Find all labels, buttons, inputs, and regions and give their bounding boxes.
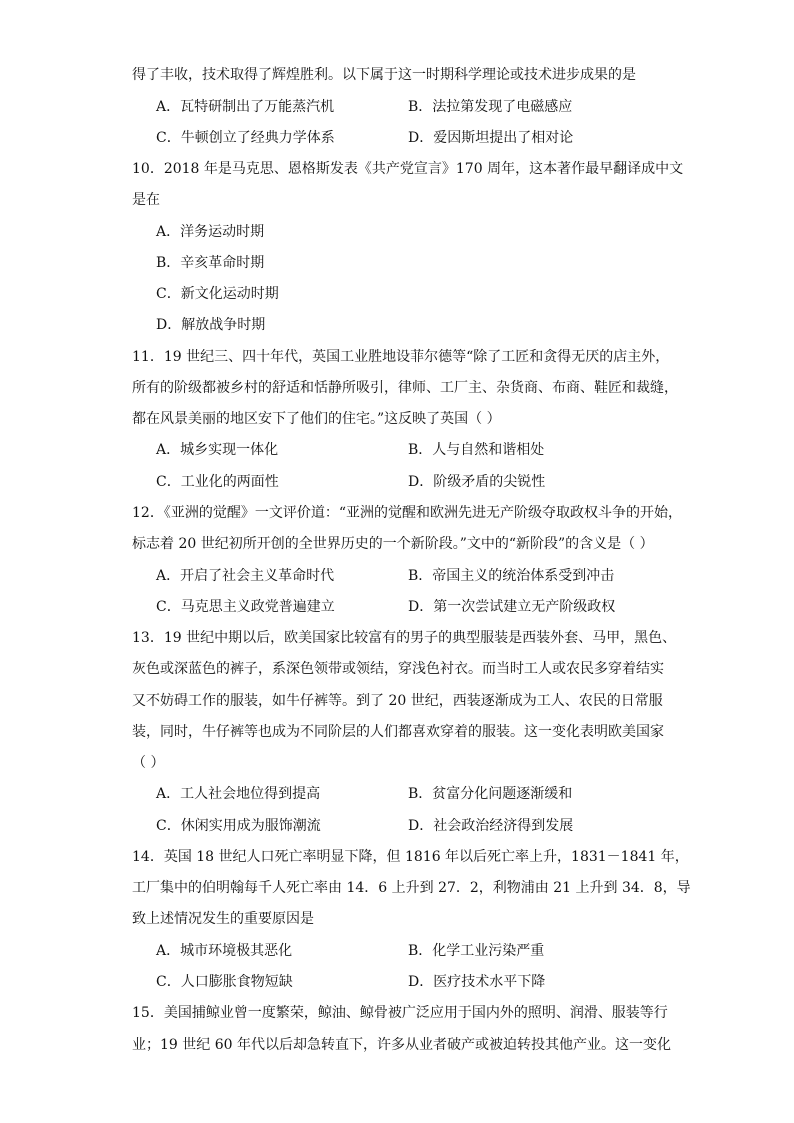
option-b: B．帝国主义的统治体系受到冲击 (408, 568, 615, 584)
option-a: A．工人社会地位得到提高 (156, 786, 321, 802)
question-14-line-3: 致上述情况发生的重要原因是 (132, 911, 314, 927)
option-d: D．爱因斯坦提出了相对论 (408, 130, 574, 146)
question-10-line-1: 10．2018 年是马克思、恩格斯发表《共产党宣言》170 周年，这本著作最早翻译成中文 (132, 161, 684, 177)
question-15-line-1: 15．美国捕鲸业曾一度繁荣，鲸油、鲸骨被广泛应用于国内外的照明、润滑、服装等行 (132, 1005, 668, 1021)
question-15-line-2: 业；19 世纪 60 年代以后却急转直下，许多从业者破产或被迫转投其他产业。这一变化 (132, 1037, 671, 1053)
option-c: C．工业化的两面性 (156, 474, 279, 490)
option-d: D．医疗技术水平下降 (408, 974, 546, 990)
option-d: D．社会政治经济得到发展 (408, 818, 574, 834)
question-11-line-2: 所有的阶级都被乡村的舒适和恬静所吸引，律师、工厂主、杂货商、布商、鞋匠和裁缝， (132, 380, 678, 396)
option-b: B．辛亥革命时期 (156, 255, 265, 271)
option-d: D．阶级矛盾的尖锐性 (408, 474, 546, 490)
question-13-line-2: 灰色或深蓝色的裤子，系深色领带或领结，穿浅色衬衣。而当时工人或农民多穿着结实 (132, 661, 664, 677)
option-a: A．城市环境极其恶化 (156, 943, 293, 959)
question-13-line-3: 又不妨碍工作的服装，如牛仔裤等。到了 20 世纪，西装逐渐成为工人、农民的日常服 (132, 693, 663, 709)
option-c: C．牛顿创立了经典力学体系 (156, 130, 335, 146)
option-c: C．休闲实用成为服饰潮流 (156, 818, 321, 834)
option-b: B．贫富分化问题逐渐缓和 (408, 786, 573, 802)
question-12-line-1: 12．《亚洲的觉醒》一文评价道：“亚洲的觉醒和欧洲先进无产阶级夺取政权斗争的开始， (132, 505, 682, 521)
question-10-line-2: 是在 (132, 192, 160, 208)
question-14-line-1: 14．英国 18 世纪人口死亡率明显下降，但 1816 年以后死亡率上升，1831－1841 年， (132, 849, 689, 865)
option-b: B．法拉第发现了电磁感应 (408, 99, 573, 115)
option-c: C．新文化运动时期 (156, 286, 279, 302)
option-d: D．第一次尝试建立无产阶级政权 (408, 599, 616, 615)
option-a: A．城乡实现一体化 (156, 442, 279, 458)
question-12-line-2: 标志着 20 世纪初所开创的全世界历史的一个新阶段。”文中的“新阶段”的含义是（ ） (132, 536, 654, 552)
question-13-line-4: 装，同时，牛仔裤等也成为不同阶层的人们都喜欢穿着的服装。这一变化表明欧美国家 (132, 724, 664, 740)
option-c: C．马克思主义政党普遍建立 (156, 599, 335, 615)
question-13-line-1: 13．19 世纪中期以后，欧美国家比较富有的男子的典型服装是西装外套、马甲，黑色、 (132, 630, 677, 646)
option-a: A．开启了社会主义革命时代 (156, 568, 335, 584)
question-text-line: 得了丰收，技术取得了辉煌胜利。以下属于这一时期科学理论或技术进步成果的是 (132, 67, 636, 83)
option-b: B．化学工业污染严重 (408, 943, 545, 959)
question-11-line-1: 11．19 世纪三、四十年代，英国工业胜地设菲尔德等“除了工匠和贪得无厌的店主外， (132, 349, 670, 365)
question-11-line-3: 都在风景美丽的地区安下了他们的住宅。”这反映了英国（ ） (132, 411, 501, 427)
option-a: A．洋务运动时期 (156, 224, 265, 240)
option-b: B．人与自然和谐相处 (408, 442, 545, 458)
question-14-line-2: 工厂集中的伯明翰每千人死亡率由 14．6 上升到 27．2，利物浦由 21 上升到 34．8，导 (132, 880, 691, 896)
option-a: A．瓦特研制出了万能蒸汽机 (156, 99, 335, 115)
option-c: C．人口膨胀食物短缺 (156, 974, 293, 990)
question-13-line-5: （ ） (132, 755, 165, 771)
option-d: D．解放战争时期 (156, 317, 266, 333)
